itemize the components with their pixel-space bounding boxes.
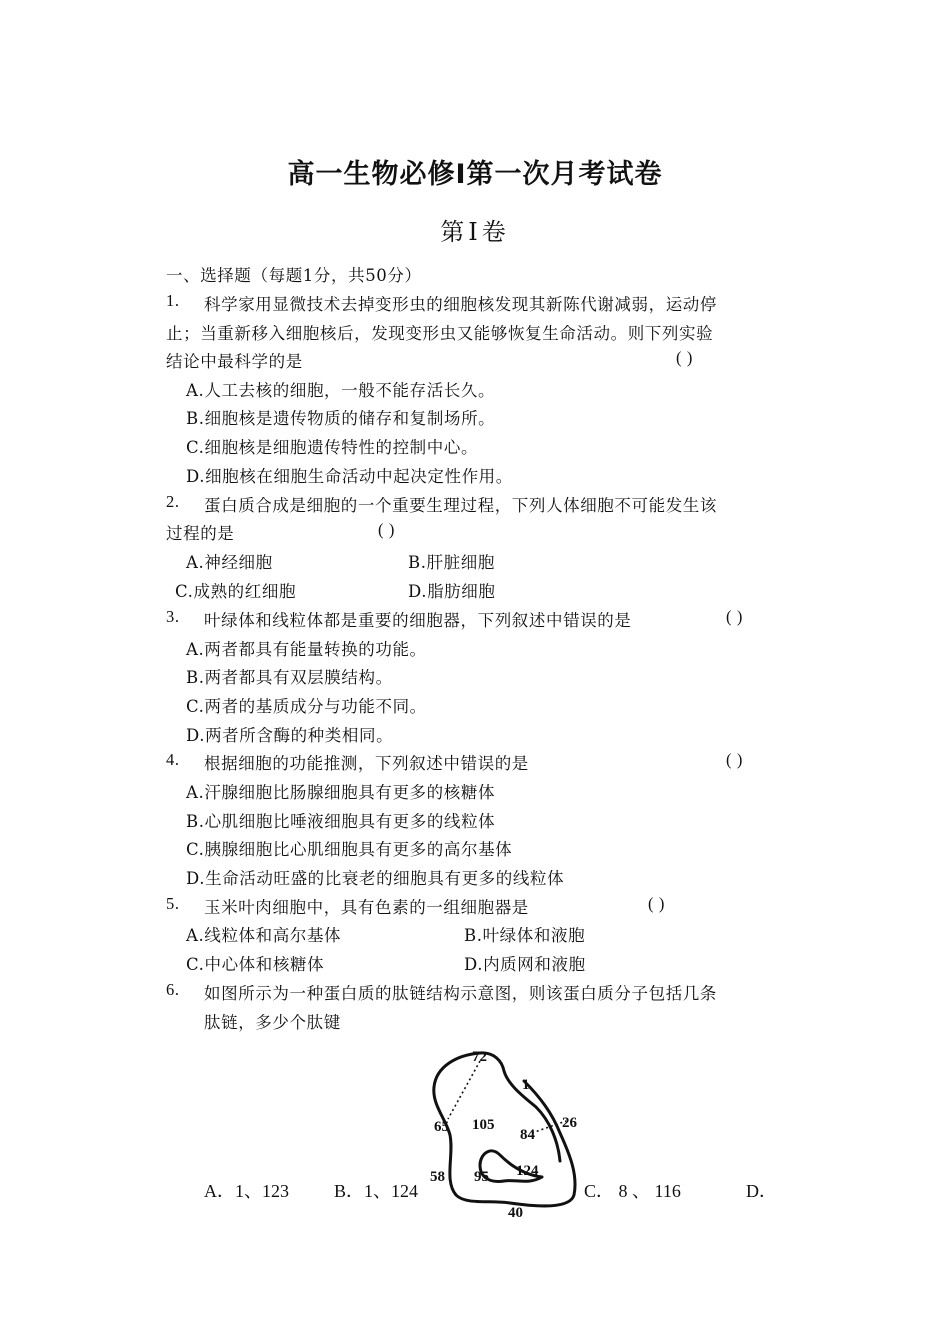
q1-option-d: D.细胞核在细胞生命活动中起决定性作用。: [186, 467, 513, 486]
q1-option-b: B.细胞核是遗传物质的储存和复制场所。: [186, 409, 496, 428]
q4-answer-blank[interactable]: ( ): [726, 750, 743, 769]
q6-option-c: C． 8 、 116: [584, 1181, 681, 1201]
q1-line-1: 科学家用显微技术去掉变形虫的细胞核发现其新陈代谢减弱，运动停: [204, 295, 717, 314]
peptide-chain-outer: [434, 1053, 575, 1206]
q6-option-b: B．1、124: [334, 1181, 419, 1201]
q3-option-b: B.两者都具有双层膜结构。: [186, 668, 393, 687]
q5-answer-blank[interactable]: ( ): [648, 894, 665, 913]
q4-option-b: B.心肌细胞比唾液细胞具有更多的线粒体: [186, 812, 496, 831]
q4-line-1: 根据细胞的功能推测，下列叙述中错误的是: [204, 754, 529, 773]
q1-number: 1.: [166, 291, 180, 310]
q6-line-1: 如图所示为一种蛋白质的肽链结构示意图，则该蛋白质分子包括几条: [204, 984, 717, 1003]
q1-option-c: C.细胞核是细胞遗传特性的控制中心。: [186, 438, 479, 457]
label-72: 72: [472, 1049, 487, 1065]
q2-option-a: A.神经细胞: [186, 553, 273, 572]
q3-option-c: C.两者的基质成分与功能不同。: [186, 697, 427, 716]
q4-number: 4.: [166, 750, 180, 769]
label-40: 40: [508, 1205, 523, 1221]
label-58: 58: [430, 1169, 445, 1185]
q4-option-c: C.胰腺细胞比心肌细胞具有更多的高尔基体: [186, 840, 513, 859]
q2-option-c: C.成熟的红细胞: [175, 582, 297, 601]
q4-option-d: D.生命活动旺盛的比衰老的细胞具有更多的线粒体: [186, 869, 565, 888]
q2-line-1: 蛋白质合成是细胞的一个重要生理过程，下列人体细胞不可能发生该: [204, 496, 717, 515]
q1-option-a: A.人工去核的细胞，一般不能存活长久。: [186, 381, 496, 400]
q6-option-d: D．: [746, 1181, 777, 1201]
page-title: 高一生物必修Ⅰ第一次月考试卷: [287, 159, 663, 190]
label-105: 105: [472, 1117, 495, 1133]
q1-answer-blank[interactable]: ( ): [676, 348, 693, 367]
q1-line-3: 结论中最科学的是: [166, 352, 303, 371]
label-65: 65: [434, 1119, 449, 1135]
q2-option-d: D.脂肪细胞: [408, 582, 496, 601]
label-95: 95: [474, 1169, 489, 1185]
q3-option-a: A.两者都具有能量转换的功能。: [186, 640, 427, 659]
label-84: 84: [520, 1127, 535, 1143]
label-26: 26: [562, 1115, 577, 1131]
q5-number: 5.: [166, 894, 180, 913]
q1-line-2: 止；当重新移入细胞核后，发现变形虫又能够恢复生命活动。则下列实验: [166, 324, 714, 343]
q3-answer-blank[interactable]: ( ): [726, 607, 743, 626]
q5-line-1: 玉米叶肉细胞中，具有色素的一组细胞器是: [204, 898, 529, 917]
q5-option-b: B.叶绿体和液胞: [464, 926, 586, 945]
q2-number: 2.: [166, 492, 180, 511]
q5-option-d: D.内质网和液胞: [464, 955, 586, 974]
label-124: 124: [516, 1163, 539, 1179]
q5-option-a: A.线粒体和高尔基体: [186, 926, 342, 945]
q2-answer-blank[interactable]: ( ): [378, 520, 395, 539]
q6-option-a: A．1、123: [204, 1181, 289, 1201]
q3-number: 3.: [166, 607, 180, 626]
label-1: 1: [522, 1077, 530, 1093]
disulfide-bond-72-65: [448, 1061, 480, 1119]
q3-line-1: 叶绿体和线粒体都是重要的细胞器，下列叙述中错误的是: [204, 611, 632, 630]
section-heading: 一、选择题（每题1分，共50分）: [166, 266, 422, 285]
q3-option-d: D.两者所含酶的种类相同。: [186, 726, 394, 745]
q2-option-b: B.肝脏细胞: [408, 553, 495, 572]
q5-option-c: C.中心体和核糖体: [186, 955, 325, 974]
q6-number: 6.: [166, 980, 180, 999]
q2-line-2: 过程的是: [166, 524, 235, 543]
q6-line-2: 肽链，多少个肽键: [204, 1013, 341, 1032]
q4-option-a: A.汗腺细胞比肠腺细胞具有更多的核糖体: [186, 783, 496, 802]
volume-heading: 第Ⅰ卷: [440, 218, 510, 246]
